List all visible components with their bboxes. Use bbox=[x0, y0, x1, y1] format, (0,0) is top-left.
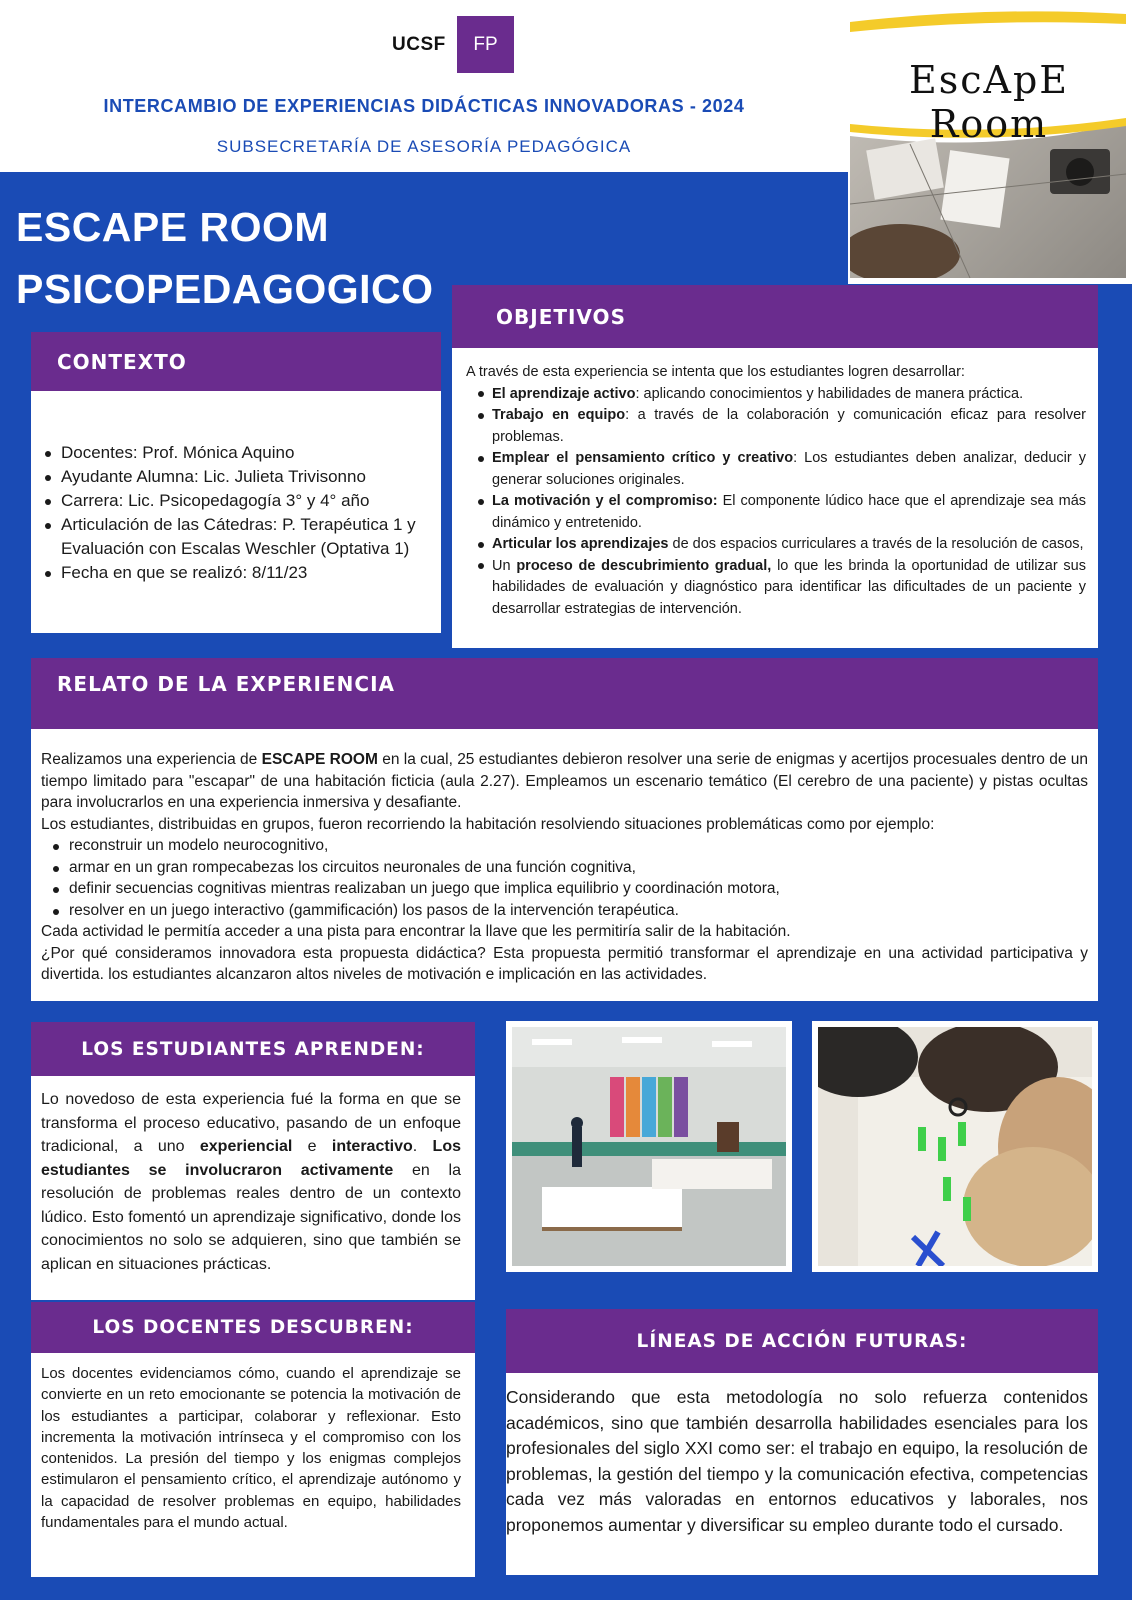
contexto-heading-text: CONTEXTO bbox=[57, 349, 187, 374]
escape-room-sign-text: EscApE Room bbox=[908, 58, 1070, 146]
relato-heading bbox=[31, 658, 1098, 729]
docentes-body: Los docentes evidenciamos cómo, cuando el aprendizaje se convierte en un reto emocionante se potencia la motivación de los estudiantes a participar, colaborar y reflexionar. Esto incrementa la motivación intrínseca y el compromiso con los contenidos. La presión del tiempo y los enigmas complejos estimularon el pensamiento crítico, el aprendizaje autónomo y la capacidad de resolver problemas en equipo, habilidades fundamentales para el mundo actual. bbox=[31, 1353, 475, 1577]
contexto-item: Docentes: Prof. Mónica Aquino bbox=[39, 441, 437, 465]
objetivos-list bbox=[466, 384, 1086, 621]
relato-item: reconstruir un modelo neurocognitivo, bbox=[41, 835, 1088, 857]
relato-body bbox=[31, 729, 1098, 1001]
poster-title-line1: ESCAPE ROOM bbox=[16, 204, 330, 250]
classroom-photo bbox=[506, 1021, 792, 1272]
escape-room-photo bbox=[848, 0, 1132, 284]
students-image bbox=[818, 1027, 1092, 1266]
objetivo-item: Trabajo en equipo: a través de la colaboración y comunicación eficaz para resolver problemas. bbox=[466, 405, 1086, 448]
event-subtitle: SUBSECRETARÍA DE ASESORÍA PEDAGÓGICA bbox=[216, 137, 632, 156]
relato-heading-text: RELATO DE LA EXPERIENCIA bbox=[57, 672, 395, 696]
relato-paragraph: Cada actividad le permitía acceder a una pista para encontrar la llave que les permitiría salir de la habitación. bbox=[41, 923, 791, 940]
relato-item: armar en un gran rompecabezas los circuitos neuronales de una función cognitiva, bbox=[41, 857, 1088, 879]
header bbox=[0, 0, 848, 172]
objetivo-item: La motivación y el compromiso: El componente lúdico hace que el aprendizaje sea más dinámico y entretenido. bbox=[466, 491, 1086, 534]
logo-fp: FP bbox=[457, 16, 514, 73]
estudiantes-heading-text: LOS ESTUDIANTES APRENDEN: bbox=[81, 1038, 425, 1060]
students-photo bbox=[812, 1021, 1098, 1272]
relato-item: definir secuencias cognitivas mientras realizaban un juego que implica equilibrio y coordinación motora, bbox=[41, 878, 1088, 900]
docentes-heading bbox=[31, 1302, 475, 1353]
lineas-body: Considerando que esta metodología no solo refuerza contenidos académicos, sino que también desarrolla habilidades esenciales para los profesionales del siglo XXI como ser: el trabajo en equipo, la resolución de problemas, la gestión del tiempo y la comunicación efectiva, competencias cada vez más valoradas en entornos educativos y laborales, nos proponemos aumentar y diversificar su empleo durante todo el cursado. bbox=[506, 1373, 1098, 1575]
contexto-item: Ayudante Alumna: Lic. Julieta Trivisonno bbox=[39, 465, 437, 489]
objetivos-heading-text: OBJETIVOS bbox=[496, 304, 626, 329]
relato-paragraph: Realizamos una experiencia de ESCAPE ROOM en la cual, 25 estudiantes debieron resolver una serie de enigmas y acertijos procesuales dentro de un tiempo limitado para "escapar" de una habitación ficticia (aula 2.27). Empleamos un escenario temático (El cerebro de una paciente) y pistas ocultas para involucrarlos en una experiencia inmersiva y desafiante. bbox=[41, 751, 1088, 811]
poster-title bbox=[16, 196, 434, 320]
contexto-list bbox=[39, 441, 437, 585]
estudiantes-heading bbox=[31, 1022, 475, 1076]
objetivo-item: Un proceso de descubrimiento gradual, lo que les brinda la oportunidad de utilizar sus habilidades de evaluación y diagnóstico para identificar las dificultades de un paciente y desarrollar estrategias de intervención. bbox=[466, 556, 1086, 621]
objetivos-intro: A través de esta experiencia se intenta que los estudiantes logren desarrollar: bbox=[466, 364, 965, 380]
relato-paragraph: ¿Por qué consideramos innovadora esta propuesta didáctica? Esta propuesta permitió transformar el aprendizaje en una actividad participativa y divertida. los estudiantes alcanzaron altos niveles de motivación e implicación en las actividades. bbox=[41, 944, 1088, 983]
contexto-heading bbox=[31, 332, 441, 391]
contexto-body bbox=[31, 391, 441, 633]
objetivo-item: Emplear el pensamiento crítico y creativo: Los estudiantes deben analizar, deducir y generar soluciones originales. bbox=[466, 448, 1086, 491]
contexto-item: Carrera: Lic. Psicopedagogía 3° y 4° año bbox=[39, 489, 437, 513]
contexto-item: Articulación de las Cátedras: P. Terapéutica 1 y Evaluación con Escalas Weschler (Optativa 1) bbox=[39, 513, 437, 561]
objetivos-heading bbox=[452, 285, 1098, 348]
logo-ucsf: UCSF bbox=[392, 34, 446, 55]
objetivo-item: Articular los aprendizajes de dos espacios curriculares a través de la resolución de casos, bbox=[466, 534, 1086, 556]
relato-list bbox=[41, 835, 1088, 921]
classroom-image bbox=[512, 1027, 786, 1266]
objetivo-item: El aprendizaje activo: aplicando conocimientos y habilidades de manera práctica. bbox=[466, 384, 1086, 406]
objetivos-body bbox=[452, 348, 1098, 648]
event-title: INTERCAMBIO DE EXPERIENCIAS DIDÁCTICAS INNOVADORAS - 2024 bbox=[103, 96, 745, 116]
lineas-heading-text: LÍNEAS DE ACCIÓN FUTURAS: bbox=[636, 1330, 968, 1352]
estudiantes-body: Lo novedoso de esta experiencia fué la forma en que se transforma el proceso educativo, pasando de un enfoque tradicional, a uno experiencial e interactivo. Los estudiantes se involucraron activamente en la resolución de problemas reales dentro de un contexto lúdico. Esto fomentó un aprendizaje significativo, donde los conocimientos no solo se adquieren, sino que también se aplican en situaciones prácticas. bbox=[31, 1076, 475, 1300]
docentes-heading-text: LOS DOCENTES DESCUBREN: bbox=[92, 1317, 414, 1338]
relato-paragraph: Los estudiantes, distribuidas en grupos, fueron recorriendo la habitación resolviendo situaciones problemáticas como por ejemplo: bbox=[41, 815, 935, 833]
contexto-item: Fecha en que se realizó: 8/11/23 bbox=[39, 561, 437, 585]
lineas-heading bbox=[506, 1309, 1098, 1373]
poster-title-line2: PSICOPEDAGOGICO bbox=[16, 266, 434, 312]
relato-item: resolver en un juego interactivo (gammificación) los pasos de la intervención terapéutica. bbox=[41, 900, 1088, 922]
